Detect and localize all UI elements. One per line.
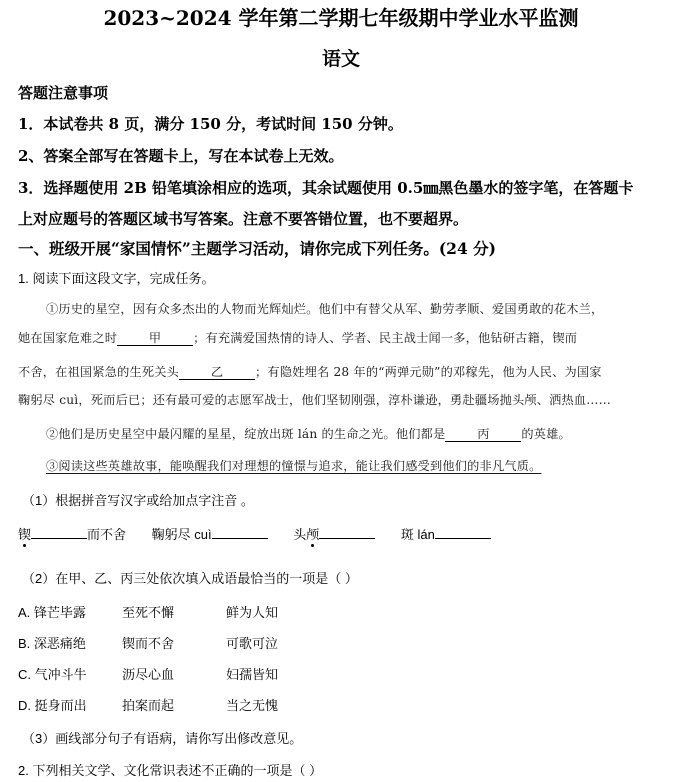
passage-para-1-line-1: ①历史的星空，因有众多杰出的人物而光辉灿烂。他们中有替父从军、勤劳孝顺、爱国勇敢的花木兰， (46, 302, 604, 316)
option-idiom-2: 沥尽心血 (122, 667, 175, 682)
answer-blank[interactable] (31, 538, 87, 539)
option-idiom-3: 妇孺皆知 (226, 667, 279, 682)
option-idiom-2: 锲而不舍 (122, 636, 175, 651)
option-idiom-2: 至死不懈 (122, 605, 175, 620)
answer-blank[interactable] (435, 538, 491, 539)
dotted-char: 锲 (18, 524, 31, 543)
option-idiom-1: 锋芒毕露 (33, 605, 86, 620)
passage-text: ；有隐姓埋名 28 年的“两弹元勋”的邓稼先，他为人民、为国家 (255, 365, 602, 379)
option-idiom-1: 深恶痛绝 (33, 636, 86, 651)
option-idiom-1: 挺身而出 (34, 698, 87, 713)
answer-blank[interactable] (212, 538, 268, 539)
pinyin-item-4 (401, 524, 491, 543)
pinyin-item-1 (18, 524, 126, 543)
option-letter: A. (18, 605, 31, 620)
option-letter: C. (18, 667, 31, 682)
option-cell (18, 695, 122, 714)
blank-jia: 甲 (117, 332, 193, 346)
option-cell (18, 664, 122, 683)
exam-title: 2023~2024 学年第二学期七年级期中学业水平监测 (103, 6, 579, 30)
blank-bing: 丙 (445, 428, 521, 442)
item-text: 斑 lán (400, 527, 435, 542)
option-cell (18, 633, 122, 652)
dotted-char: 颅 (306, 524, 319, 543)
answer-blank[interactable] (319, 538, 375, 539)
notice-item-3-cont: 上对应题号的答题区域书写答案。注意不要答错位置，也不要超界。 (18, 210, 469, 228)
option-cell (18, 602, 122, 621)
subject-title: 语文 (321, 48, 360, 70)
passage-para-1-line-4: 鞠躬尽 cuì，死而后已；还有最可爱的志愿军战士，他们坚韧刚强，淳朴谦逊，勇赴疆场抛头颅、洒热血…… (18, 393, 612, 407)
section-1-title: 一、班级开展“家国情怀”主题学习活动，请你完成下列任务。(24 分) (18, 239, 496, 258)
item-text: 而不舍 (87, 527, 127, 542)
option-d[interactable] (18, 695, 278, 714)
subquestion-1-prompt: （1）根据拼音写汉字或给加点字注音 。 (22, 493, 254, 508)
pinyin-item-3 (293, 524, 375, 543)
passage-text: ②他们是历史星空中最闪耀的星星，绽放出斑 lán 的生命之光。他们都是 (46, 427, 446, 441)
passage-para-3-underlined: ③阅读这些英雄故事，能唤醒我们对理想的憧憬与追求，能让我们感受到他们的非凡气质。 (46, 459, 542, 473)
notice-item-3: 3．选择题使用 2B 铅笔填涂相应的选项，其余试题使用 0.5㎜黑色墨水的签字笔，在答题卡 (18, 179, 634, 197)
option-b[interactable] (18, 633, 278, 652)
pinyin-item-2 (152, 524, 268, 543)
blank-yi: 乙 (179, 366, 255, 380)
question-1-prompt: 1. 阅读下面这段文字，完成任务。 (18, 271, 215, 286)
option-idiom-3: 当之无愧 (226, 698, 279, 713)
option-letter: B. (18, 636, 31, 651)
subquestion-1-items (18, 524, 513, 543)
passage-text: 不舍，在祖国紧急的生死关头 (18, 365, 180, 379)
passage-text: 她在国家危难之时 (18, 331, 118, 345)
option-letter: D. (18, 698, 31, 713)
passage-para-1-line-3 (18, 363, 602, 380)
notice-heading: 答题注意事项 (18, 84, 109, 102)
subquestion-3-prompt: （3）画线部分句子有语病，请你写出修改意见。 (22, 731, 303, 746)
passage-para-1-line-2 (18, 329, 577, 346)
passage-text: 的英雄。 (521, 427, 571, 441)
question-2-prompt: 2. 下列相关文学、文化常识表述不正确的一项是（ ） (18, 763, 323, 778)
subquestion-2-prompt: （2）在甲、乙、丙三处依次填入成语最恰当的一项是（ ） (22, 571, 358, 586)
notice-item-2: 2、答案全部写在答题卡上，写在本试卷上无效。 (18, 147, 344, 165)
option-idiom-2: 拍案而起 (122, 698, 175, 713)
option-a[interactable] (18, 602, 278, 621)
item-text: 鞠躬尽 cuì (151, 527, 212, 542)
notice-item-1: 1．本试卷共 8 页，满分 150 分，考试时间 150 分钟。 (18, 115, 403, 133)
option-c[interactable] (18, 664, 278, 683)
passage-text: ；有充满爱国热情的诗人、学者、民主战士闻一多，他钻研古籍，锲而 (193, 331, 578, 345)
item-text: 头 (293, 527, 307, 542)
option-idiom-3: 可歌可泣 (226, 636, 279, 651)
option-idiom-1: 气冲斗牛 (34, 667, 87, 682)
option-idiom-3: 鲜为人知 (226, 605, 279, 620)
passage-para-2 (46, 425, 571, 442)
